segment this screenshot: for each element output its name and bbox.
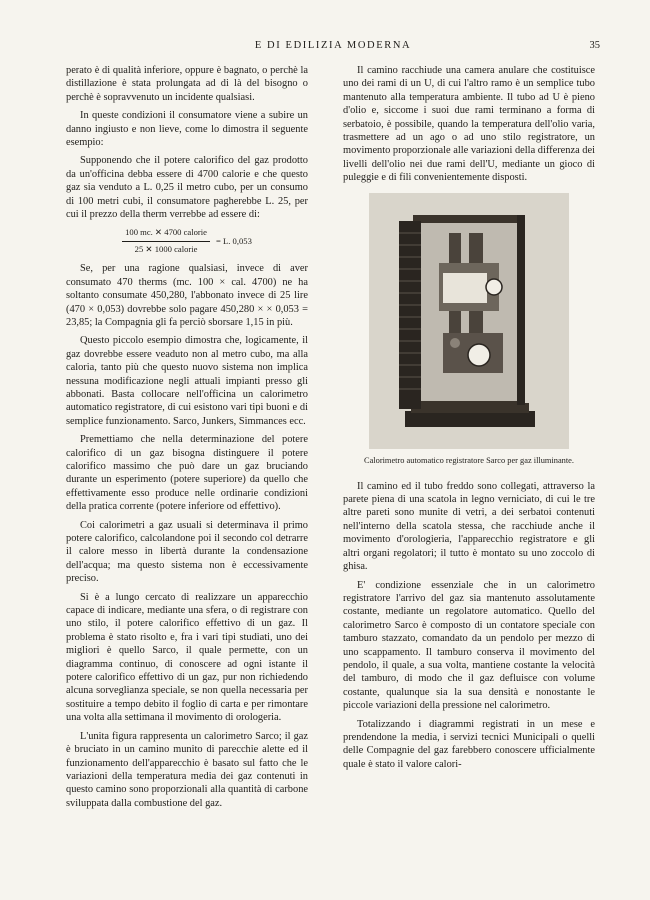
paragraph: Il camino racchiude una camera anulare che costituisce uno dei rami di un U, di cui l'altro ramo è un semplice tubo mantenuto alla temperatura ambiente. Il tubo ad U è pieno d'olio e, siccome i suoi due rami terminano a forma di serbatoio, è possibile, quando la temperatura dell'olio varia, trasmettere ad un ago o ad uno stilo registratore, un movimento proporzionale alle variazioni della differenza dei livelli dell'olio nei due rami dell'U, mediante un gioco di puleggie e di fili convenientemente disposti.: [343, 65, 595, 184]
formula-fraction: [122, 226, 210, 256]
figure-caption: Calorimetro automatico registratore Sarco per gaz illuminante.: [364, 455, 574, 465]
paragraph: Il camino ed il tubo freddo sono collegati, attraverso la parete piena di una scatola in legno verniciato, di cui le tre altre pareti sono munite di vetri, a dei serbatoi contenuti nell'interno della scatola stessa, che racchiude anche il movimento d'orologieria, l'apparecchio registratore e gli altri organi regolatori; il tutto è montato su uno zoccolo di ghisa.: [343, 480, 595, 573]
paragraph: E' condizione essenziale che in un calorimetro registratore l'arrivo del gaz sia mantenuto assolutamente costante, mediante un regolatore automatico. Quello del calorimetro Sarco è composto di un contatore speciale con tamburo stazzato, comandato da un pendolo per mezzo di uno scappamento. Il tamburo conserva il movimento del pendolo, il quale, a sua volta, mantiene costante la velocità del tamburo, di modo che il gaz defluisce con volume costante, qualunque sia la sua densità e nonostante le piccole variazioni della pressione nel calorimetro.: [343, 579, 595, 712]
page-header: [66, 40, 600, 58]
paragraph: perato è di qualità inferiore, oppure è bagnato, o perchè la distillazione è stata prolungata ad di là del bisogno o perchè è sopravvenuto un incidente qualsiasi.: [66, 65, 308, 103]
price-formula: [66, 226, 308, 256]
page-number: 35: [589, 40, 600, 51]
formula-denominator: 25 ✕ 1000 calorie: [134, 243, 198, 254]
calorimeter-photo: [369, 193, 569, 449]
running-title: E DI EDILIZIA MODERNA: [254, 40, 412, 51]
paragraph: Se, per una ragione qualsiasi, invece di aver consumato 470 therms (mc. 100 × cal. 4700) ne ha soltanto consumate 450,280, l'abbonato invece di 25 lire (470 × 0,053) dovrebbe solo pagare 450,280 × × 0,053 = 23,85; la Compagnia gli fa perciò sborsare 1,15 in più.: [66, 263, 308, 328]
right-column: [343, 64, 595, 776]
calorimeter-illustration: [369, 193, 569, 449]
paragraph: Totalizzando i diagrammi registrati in un mese e prendendone la media, i servizi tecnici Municipali o quelli delle Compagnie del gaz farebbero conoscere ufficialmente quale è stato il valore calori-: [343, 718, 595, 770]
left-column: [66, 64, 308, 815]
paragraph: Supponendo che il potere calorifico del gaz prodotto da un'officina debba essere di 4700 calorie e che questo gaz sia venduto a L. 0,25 il metro cubo, per un consumo di 100 metri cubi, il consumatore pagherebbe L. 25, per cui il prezzo della therm verrebbe ad essere di:: [66, 155, 308, 221]
paragraph: Coi calorimetri a gaz usuali si determinava il primo potere calorifico, calcolandone poi il secondo col detrarre il calore messo in libertà durante la condensazione dell'acqua; ma questo sistema non è eccessivamente preciso.: [66, 519, 308, 585]
paragraph: Si è a lungo cercato di realizzare un apparecchio capace di indicare, mediante una sfera, o di registrare con uno stilo, il potere calorifico effettivo di un gaz. Il problema è stato risolto e, fra i vari tipi studiati, uno dei migliori è quello Sarco, il quale permette, con un diagramma continuo, di conoscere ad ogni istante il potere calorifico effettivo di un gaz, pur non richiedendo alcuna sorveglianza speciale, se non quella necessaria per sostituire a tempo debito il foglio di carta e per rimontare una volta alla settimana il movimento di orologeria.: [66, 591, 308, 724]
paragraph: Questo piccolo esempio dimostra che, logicamente, il gaz dovrebbe essere veaduto non al metro cubo, ma alla caloria, tanto più che questo nuovo sistema non implica nessuna modificazione negli attuali impianti presso gli abbonati. Basta collocare nell'officina un calorimetro automatico registratore, di cui esistono vari tipi buoni e di semplice funzionamento. Sarco, Junkers, Simmances ecc.: [66, 335, 308, 427]
formula-result: = L. 0,053: [216, 235, 252, 246]
formula-numerator: 100 mc. ✕ 4700 calorie: [122, 226, 210, 241]
paragraph: L'unita figura rappresenta un calorimetro Sarco; il gaz è bruciato in un camino munito di parecchie alette ed il funzionamento dell'apparecchio è basato sul fatto che le variazioni della temperatura media dei gaz contenuti in questo camino sono proporzionali alla quantità di carbone sviluppata dalla combustione del gaz.: [66, 730, 308, 809]
paragraph: In queste condizioni il consumatore viene a subire un danno ingiusto e non lieve, come lo dimostra il seguente esempio:: [66, 110, 308, 149]
paragraph: Premettiamo che nella determinazione del potere calorifico di un gaz bisogna distinguere il potere calorifico massimo che può dare un gaz bruciando durante un esperimento (potere superiore) da quello che effettivamente esso produce nelle ordinarie condizioni della pratica corrente (potere inferiore od effettivo).: [66, 434, 308, 513]
